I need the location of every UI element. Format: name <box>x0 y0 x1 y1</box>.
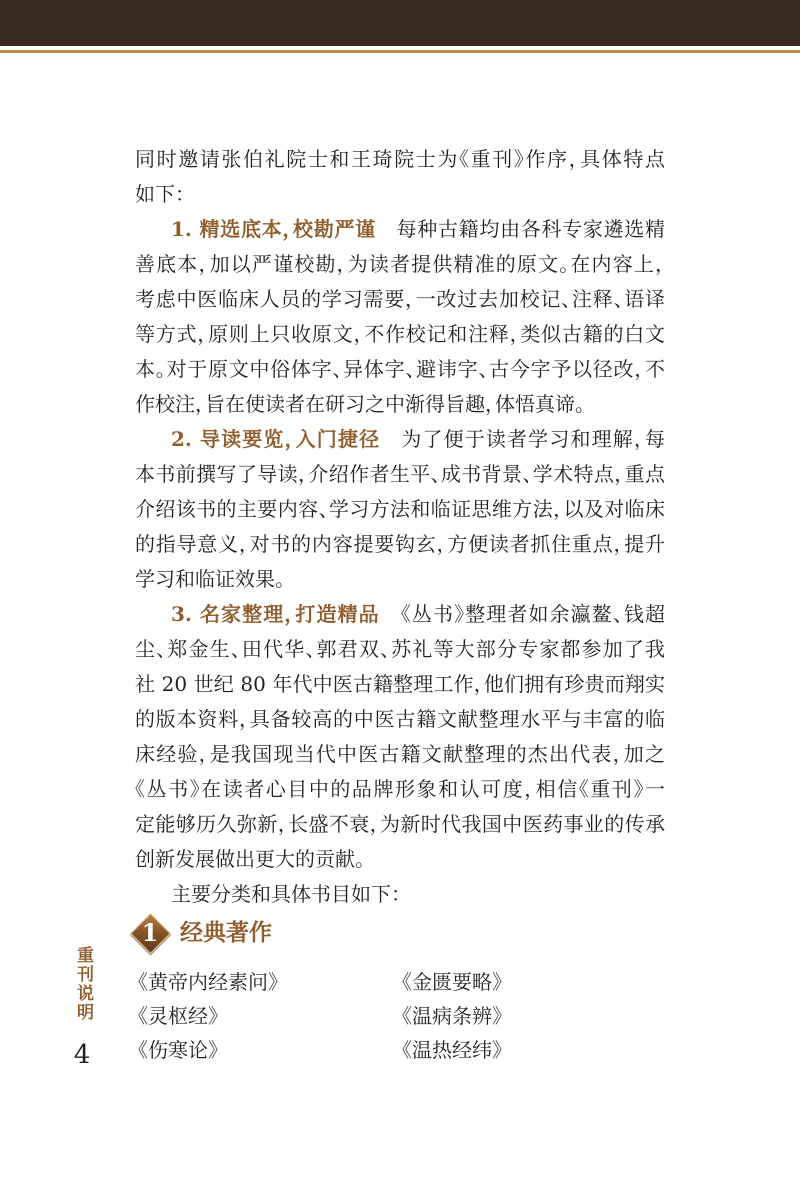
section-number-badge <box>130 913 170 953</box>
book-title: 《黄帝内经素问》 <box>128 970 288 994</box>
body-line: 定能够历久弥新，长盛不衰，为新时代我国中医药事业的传承 <box>135 812 665 836</box>
list-intro: 主要分类和具体书目如下： <box>171 882 401 906</box>
body-line: 的指导意义，对书的内容提要钩玄，方便读者抓住重点，提升 <box>135 532 665 556</box>
feature-text: 《丛书》整理者如余瀛鳌、钱超 <box>399 602 666 626</box>
page-number: 4 <box>73 1040 91 1070</box>
body-line: 介绍该书的主要内容、学习方法和临证思维方法，以及对临床 <box>135 497 665 521</box>
book-row <box>128 1033 512 1067</box>
section-title: 经典著作 <box>180 919 272 946</box>
body-line: 学习和临证效果。 <box>135 567 285 591</box>
body-line: 尘、郑金生、田代华、郭君双、苏礼等大部分专家都参加了我 <box>135 637 665 661</box>
book-title: 《温热经纬》 <box>392 1038 512 1062</box>
body-line: 本书前撰写了导读，介绍作者生平、成书背景、学术特点，重点 <box>135 462 665 486</box>
header-rule <box>0 50 800 53</box>
feature-line <box>135 597 665 632</box>
feature-heading: 3. 名家整理，打造精品 <box>171 602 380 626</box>
feature-heading: 1. 精选底本，校勘严谨 <box>171 217 376 241</box>
body-line: 同时邀请张伯礼院士和王琦院士为《重刊》作序，具体特点 <box>135 147 665 171</box>
book-title: 《灵枢经》 <box>128 1004 228 1028</box>
body-text <box>135 142 665 912</box>
section-number: 1 <box>141 918 159 947</box>
body-line: 等方式，原则上只收原文，不作校记和注释，类似古籍的白文 <box>135 322 665 346</box>
body-line: 如下： <box>135 182 185 206</box>
feature-text: 每种古籍均由各科专家遴选精 <box>395 217 666 241</box>
book-title: 《温病条辨》 <box>392 1004 512 1028</box>
book-row <box>128 965 512 999</box>
body-line: 床经验，是我国现当代中医古籍文献整理的杰出代表，加之 <box>135 742 665 766</box>
body-line: 本。对于原文中俗体字、异体字、避讳字、古今字予以径改，不 <box>135 357 665 381</box>
book-row <box>128 999 512 1033</box>
book-title: 《金匮要略》 <box>392 970 512 994</box>
body-line: 善底本，加以严谨校勘，为读者提供精准的原文。在内容上， <box>135 252 665 276</box>
header-band <box>0 0 800 46</box>
feature-line <box>135 422 665 457</box>
body-line: 社 20 世纪 80 年代中医古籍整理工作，他们拥有珍贵而翔实 <box>135 672 665 696</box>
body-line: 作校注，旨在使读者在研习之中渐得旨趣，体悟真谛。 <box>135 392 585 416</box>
book-list <box>128 965 512 1067</box>
body-line: 创新发展做出更大的贡献。 <box>135 847 365 871</box>
feature-text: 为了便于读者学习和理解，每 <box>400 427 666 451</box>
feature-line <box>135 212 665 247</box>
book-title: 《伤寒论》 <box>128 1038 228 1062</box>
body-line: 的版本资料，具备较高的中医古籍文献整理水平与丰富的临 <box>135 707 665 731</box>
feature-heading: 2. 导读要览，入门捷径 <box>171 427 381 451</box>
body-line: 考虑中医临床人员的学习需要，一改过去加校记、注释、语译 <box>135 287 665 311</box>
running-title: 重刊说明 <box>73 946 93 1022</box>
body-line: 《丛书》在读者心目中的品牌形象和认可度，相信《重刊》一 <box>135 777 665 801</box>
